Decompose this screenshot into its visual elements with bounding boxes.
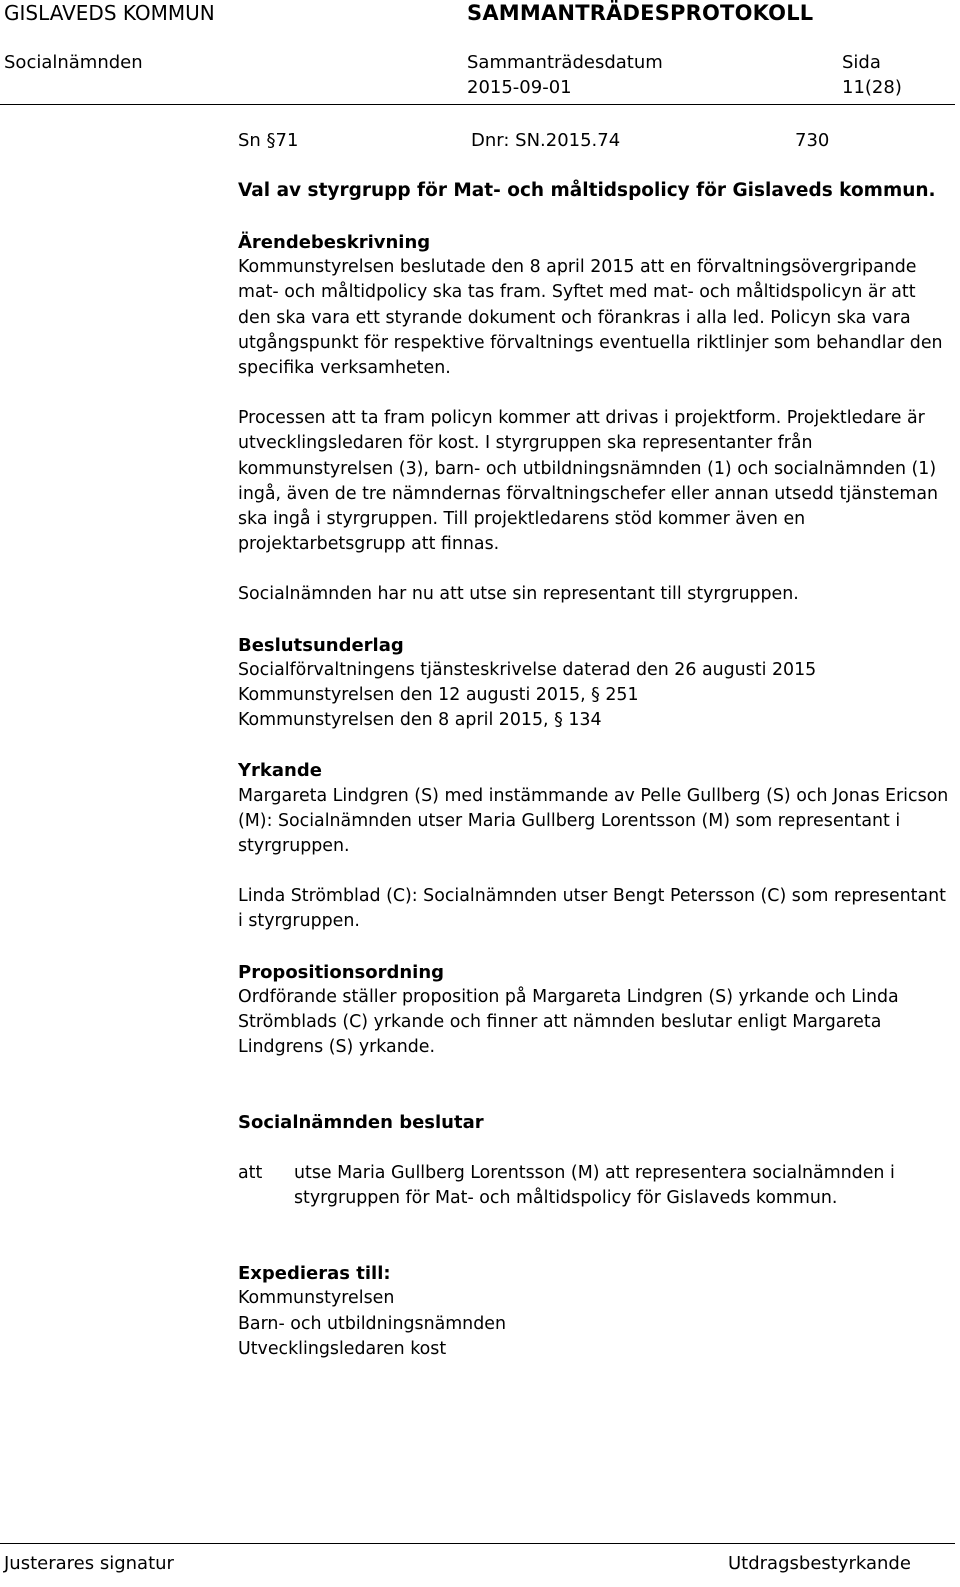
- yrkande-paragraph-1: Margareta Lindgren (S) med instämmande av Pelle Gullberg (S) och Jonas Ericson (M): Socialnämnden utser Maria Gullberg Lorentsson (M) som representant i styrgruppen.: [238, 785, 949, 857]
- decision-keyword: att: [238, 1162, 263, 1183]
- signature-label: Justerares signatur: [4, 1553, 174, 1574]
- diary-number: Dnr: SN.2015.74: [471, 130, 621, 151]
- underlag-item: Kommunstyrelsen den 8 april 2015, § 134: [238, 710, 602, 731]
- page-number: 11(28): [842, 77, 902, 98]
- underlag-heading: Beslutsunderlag: [238, 634, 404, 656]
- yrkande-paragraph-2: Linda Strömblad (C): Socialnämnden utser Bengt Petersson (C) som representant i styrgruppen.: [238, 886, 946, 932]
- decision-row: [238, 1161, 950, 1211]
- paragraph-number: Sn §71: [238, 130, 299, 151]
- underlag-item: Kommunstyrelsen den 12 augusti 2015, § 251: [238, 685, 639, 706]
- header-rule: [0, 104, 955, 105]
- footer-rule: [0, 1543, 955, 1544]
- recipient-item: Kommunstyrelsen: [238, 1288, 395, 1309]
- meeting-date: 2015-09-01: [467, 77, 572, 98]
- extract-certification-label: Utdragsbestyrkande: [728, 1553, 911, 1574]
- underlag-item: Socialförvaltningens tjänsteskrivelse daterad den 26 augusti 2015: [238, 659, 817, 680]
- recipient-item: Utvecklingsledaren kost: [238, 1338, 447, 1359]
- arende-paragraph-3: Socialnämnden har nu att utse sin representant till styrgruppen.: [238, 584, 799, 605]
- proposition-text: Ordförande ställer proposition på Margareta Lindgren (S) yrkande och Linda Strömblads (C) yrkande och finner att nämnden beslutar enligt Margareta Lindgrens (S) yrkande.: [238, 986, 899, 1058]
- proposition-heading: Propositionsordning: [238, 961, 445, 983]
- committee-name: Socialnämnden: [4, 52, 143, 73]
- document-type: SAMMANTRÄDESPROTOKOLL: [467, 1, 814, 25]
- case-code: 730: [795, 130, 830, 151]
- meeting-date-label: Sammanträdesdatum: [467, 52, 663, 73]
- arende-paragraph-2: Processen att ta fram policyn kommer att drivas i projektform. Projektledare är utvecklingsledaren för kost. I styrgruppen ska representanter från kommunstyrelsen (3), barn- och utbildningsnämnden (1) och socialnämnden (1) ingå, även de tre nämndernas förvaltningschefer eller annan utsedd tjänsteman ska ingå i styrgruppen. Till projektledarens stöd kommer även en projektarbetsgrupp att finnas.: [238, 408, 939, 555]
- yrkande-heading: Yrkande: [238, 760, 322, 782]
- expedieras-heading: Expedieras till:: [238, 1263, 391, 1285]
- decision-text: utse Maria Gullberg Lorentsson (M) att representera socialnämnden i styrgruppen för Mat- och måltidspolicy för Gislaveds kommun.: [294, 1162, 895, 1208]
- document-body: [238, 230, 950, 1362]
- recipient-item: Barn- och utbildningsnämnden: [238, 1313, 506, 1334]
- beslut-heading: Socialnämnden beslutar: [238, 1112, 484, 1134]
- page-label: Sida: [842, 52, 881, 73]
- arende-paragraph-1: Kommunstyrelsen beslutade den 8 april 2015 att en förvaltningsövergripande mat- och måltidpolicy ska tas fram. Syftet med mat- och måltidspolicyn är att den ska vara ett styrande dokument och förankras i alla led. Policyn ska vara utgångspunkt för respektive förvaltnings eventuella riktlinjer som behandlar den specifika verksamheten.: [238, 257, 943, 379]
- arende-heading: Ärendebeskrivning: [238, 232, 431, 253]
- org-name: GISLAVEDS KOMMUN: [4, 1, 215, 25]
- case-title: Val av styrgrupp för Mat- och måltidspolicy för Gislaveds kommun.: [238, 180, 936, 201]
